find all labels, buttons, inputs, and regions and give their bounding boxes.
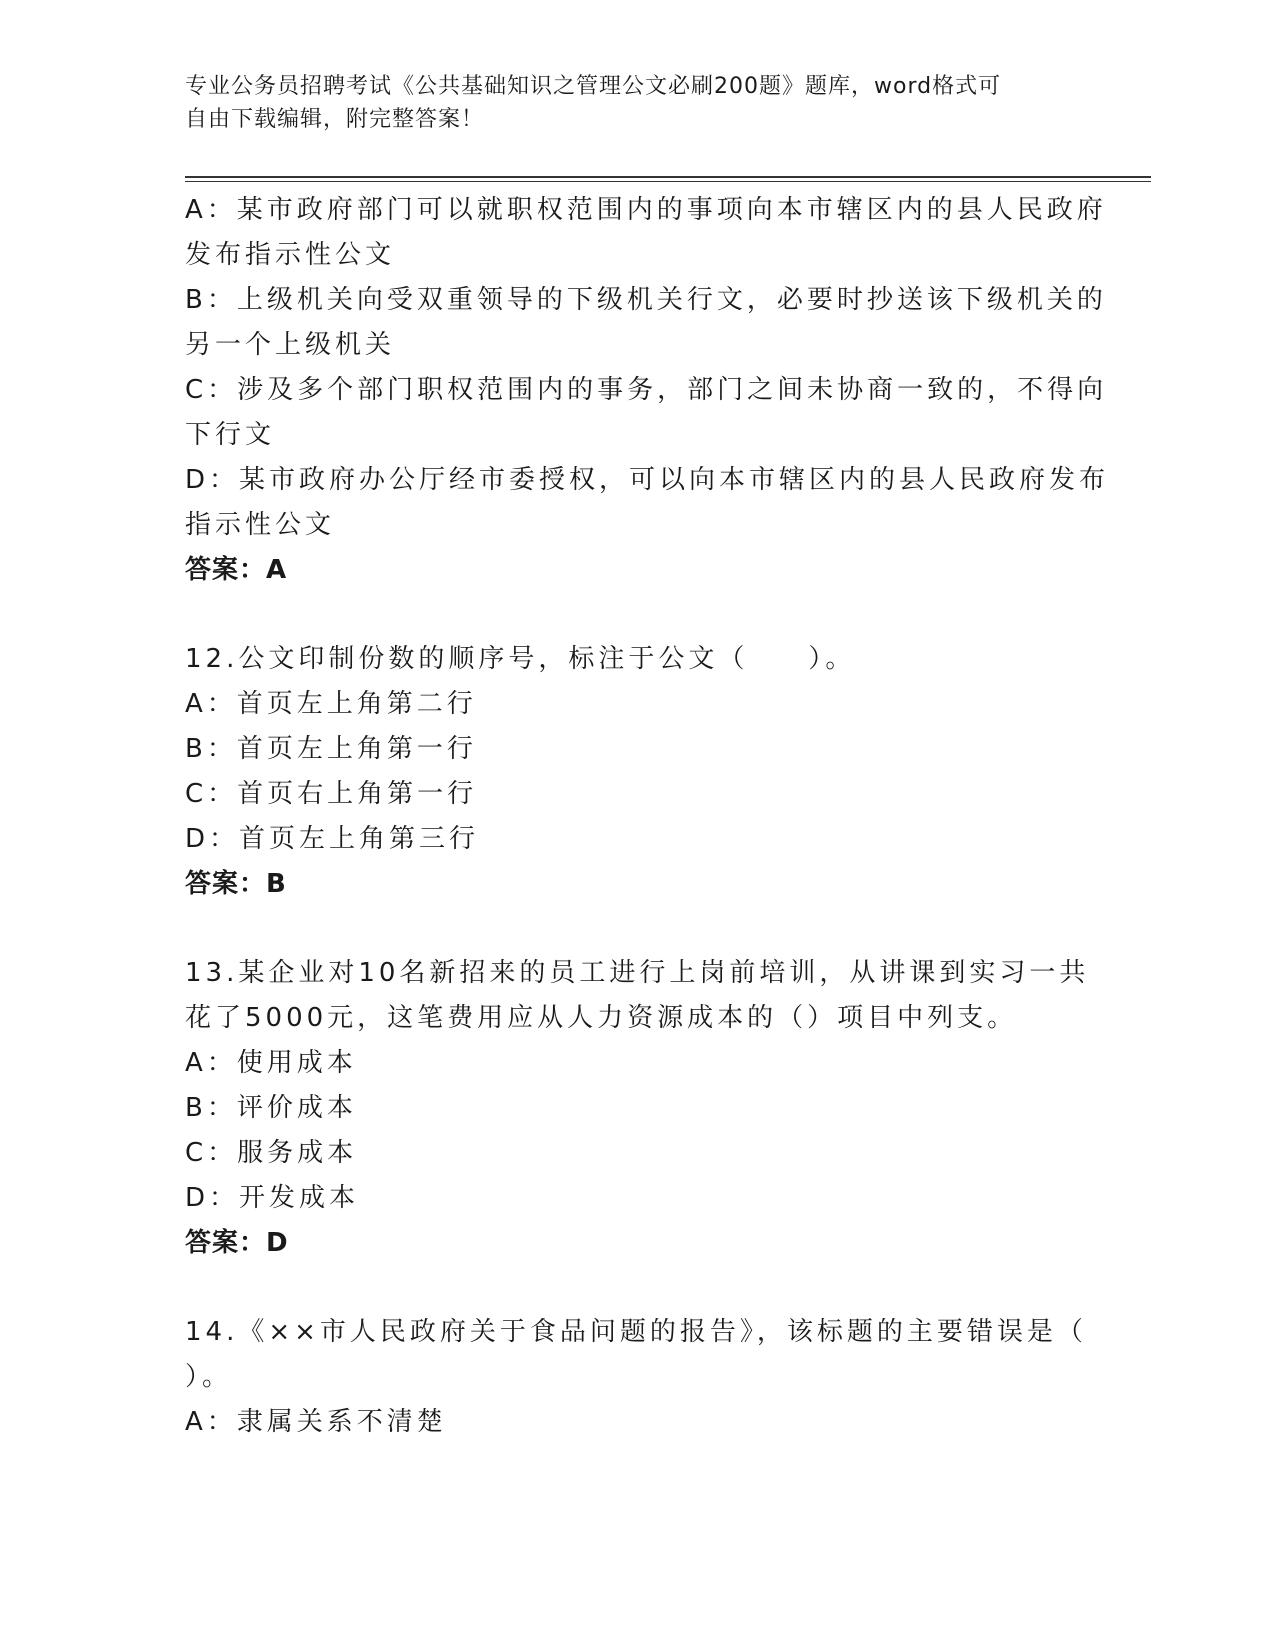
option-c-cont: 下行文: [185, 420, 276, 450]
option-a-cont: 发布指示性公文: [185, 240, 396, 270]
answer: 答案：B: [185, 869, 287, 899]
option-d: D：某市政府办公厅经市委授权，可以向本市辖区内的县人民政府发布: [185, 465, 1110, 495]
option-c: C：涉及多个部门职权范围内的事务，部门之间未协商一致的，不得向: [185, 375, 1108, 405]
answer: 答案：A: [185, 555, 288, 585]
option-d-cont: 指示性公文: [185, 510, 336, 540]
question-12: [185, 637, 1085, 907]
answer: 答案：D: [185, 1228, 289, 1258]
option-a: A：某市政府部门可以就职权范围内的事项向本市辖区内的县人民政府: [185, 195, 1107, 225]
header-divider: [185, 176, 1151, 182]
option-a: A：首页左上角第二行: [185, 689, 477, 719]
question-11: [185, 188, 1110, 593]
option-b: B：上级机关向受双重领导的下级机关行文，必要时抄送该下级机关的: [185, 285, 1107, 315]
option-d: D：开发成本: [185, 1183, 360, 1213]
option-b-cont: 另一个上级机关: [185, 330, 396, 360]
question-list: [185, 188, 1110, 1445]
question-text-cont: 花了5000元，这笔费用应从人力资源成本的（）项目中列支。: [185, 1003, 1018, 1033]
question-14: [185, 1310, 1085, 1445]
option-d: D：首页左上角第三行: [185, 824, 480, 854]
option-c: C：服务成本: [185, 1138, 358, 1168]
document-header: [185, 70, 1065, 136]
option-a: A：隶属关系不清楚: [185, 1407, 447, 1437]
question-text-cont: ）。: [185, 1362, 233, 1392]
question-text: 12.公文印制份数的顺序号，标注于公文（ ）。: [185, 644, 856, 674]
option-b: B：评价成本: [185, 1093, 357, 1123]
option-c: C：首页右上角第一行: [185, 779, 478, 809]
option-b: B：首页左上角第一行: [185, 734, 477, 764]
header-line-1: 专业公务员招聘考试《公共基础知识之管理公文必刷200题》题库，word格式可: [185, 74, 1002, 99]
question-text: 13.某企业对10名新招来的员工进行上岗前培训，从讲课到实习一共: [185, 958, 1090, 988]
question-text: 14.《××市人民政府关于食品问题的报告》，该标题的主要错误是（: [185, 1317, 1087, 1347]
question-13: [185, 951, 1090, 1266]
option-a: A：使用成本: [185, 1048, 357, 1078]
header-line-2: 自由下载编辑，附完整答案！: [185, 107, 485, 132]
